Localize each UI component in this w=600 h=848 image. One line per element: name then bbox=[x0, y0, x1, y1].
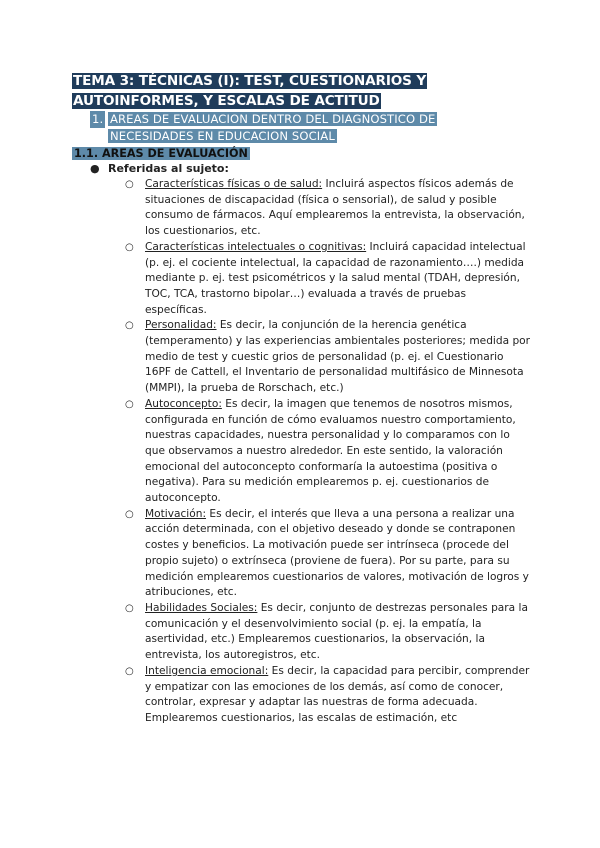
item-term: Habilidades Sociales: bbox=[145, 601, 258, 614]
item-text: Es decir, la capacidad para percibir, comprender y empatizar con las emociones de los demás, así como de conocer, controlar, expresar y adaptar las nuestras de forma adecuada. Emplearemos cuestionarios, las escalas de estimación, etc bbox=[145, 664, 530, 724]
subsection-text: 1.1. AREAS DE EVALUACIÓN bbox=[74, 147, 248, 160]
circle-bullet-icon: ○ bbox=[125, 398, 134, 410]
list-item bbox=[125, 177, 530, 240]
list-item bbox=[125, 507, 530, 601]
item-text: Es decir, la imagen que tenemos de nosotros mismos, configurada en función de cómo evaluamos nuestro comportamiento, nuestras capacidades, nuestra personalidad y lo comparamos con lo que observamos a nuestro alrededor. En este sentido, la valoración emocional del autoconcepto conformaría la autoestima (positiva o negativa). Para su medición emplearemos p. ej. cuestionarios de autoconcepto. bbox=[145, 397, 516, 505]
item-term: Características intelectuales o cognitivas: bbox=[145, 240, 367, 253]
list-item bbox=[125, 318, 531, 397]
item-text: Incluirá capacidad intelectual (p. ej. el cociente intelectual, la capacidad de razonamiento….) medida mediante p. ej. test psicométricos y la salud mental (TDAH, depresión, TOC, TCA, trastorno bipolar…) evaluada a través de pruebas específicas. bbox=[145, 240, 526, 316]
sub-bullet-list bbox=[125, 177, 531, 727]
title-text: TEMA 3: TÉCNICAS (I): TEST, CUESTIONARIOS Y AUTOINFORMES, Y ESCALAS DE ACTITUD bbox=[73, 73, 427, 109]
circle-bullet-icon: ○ bbox=[125, 665, 134, 677]
bullet-text: Referidas al sujeto: bbox=[108, 162, 229, 175]
bullet-item bbox=[90, 161, 229, 177]
list-item bbox=[125, 240, 530, 319]
page-title bbox=[72, 71, 452, 111]
item-text: Es decir, conjunto de destrezas personales para la comunicación y el desenvolvimiento social (p. ej. la empatía, la asertividad, etc.) Emplearemos cuestionarios, la observación, la entrevista, los autoregistros, etc. bbox=[145, 601, 528, 662]
circle-bullet-icon: ○ bbox=[125, 508, 134, 520]
circle-bullet-icon: ○ bbox=[125, 179, 134, 190]
item-term: Motivación: bbox=[145, 507, 207, 520]
item-term: Inteligencia emocional: bbox=[145, 664, 269, 677]
section-heading bbox=[90, 111, 490, 145]
item-text: Es decir, la conjunción de la herencia genética (temperamento) y las experiencias ambientales posteriores; medida por medio de test y cuestic grios de personalidad (p. ej. el Cuestionario 16PF de Cattell, el Inventario de personalidad multifásico de Minnesota (MMPI), la prueba de Rorschach, etc.) bbox=[145, 319, 531, 395]
item-term: Autoconcepto: bbox=[145, 397, 222, 410]
list-item bbox=[125, 664, 530, 727]
bullet-icon: ● bbox=[90, 162, 100, 175]
list-item bbox=[125, 601, 530, 664]
item-term: Personalidad: bbox=[145, 319, 217, 332]
item-term: Características físicas o de salud: bbox=[145, 178, 323, 190]
circle-bullet-icon: ○ bbox=[125, 602, 134, 614]
circle-bullet-icon: ○ bbox=[125, 241, 134, 253]
subsection-heading bbox=[72, 146, 250, 162]
circle-bullet-icon: ○ bbox=[125, 320, 134, 332]
list-item bbox=[125, 397, 530, 507]
section-heading-text: AREAS DE EVALUACION DENTRO DEL DIAGNOSTICO DE NECESIDADES EN EDUCACION SOCIAL bbox=[110, 112, 436, 143]
item-text: Es decir, el interés que lleva a una persona a realizar una acción determinada, con el objetivo deseado y donde se contraponen costes y beneficios. La motivación puede ser intrínseca (procede del propio sujeto) o extrínseca (proviene de fuera). Por su parte, para su medición emplearemos cuestionarios de valores, motivación de logros y atribuciones, etc. bbox=[145, 507, 529, 599]
section-number: 1. bbox=[92, 112, 104, 126]
item-text: Incluirá aspectos físicos además de situaciones de discapacidad (física o sensorial), de salud y posible consumo de fármacos. Aquí emplearemos la entrevista, la observación, los cuestionarios, etc. bbox=[145, 178, 525, 238]
